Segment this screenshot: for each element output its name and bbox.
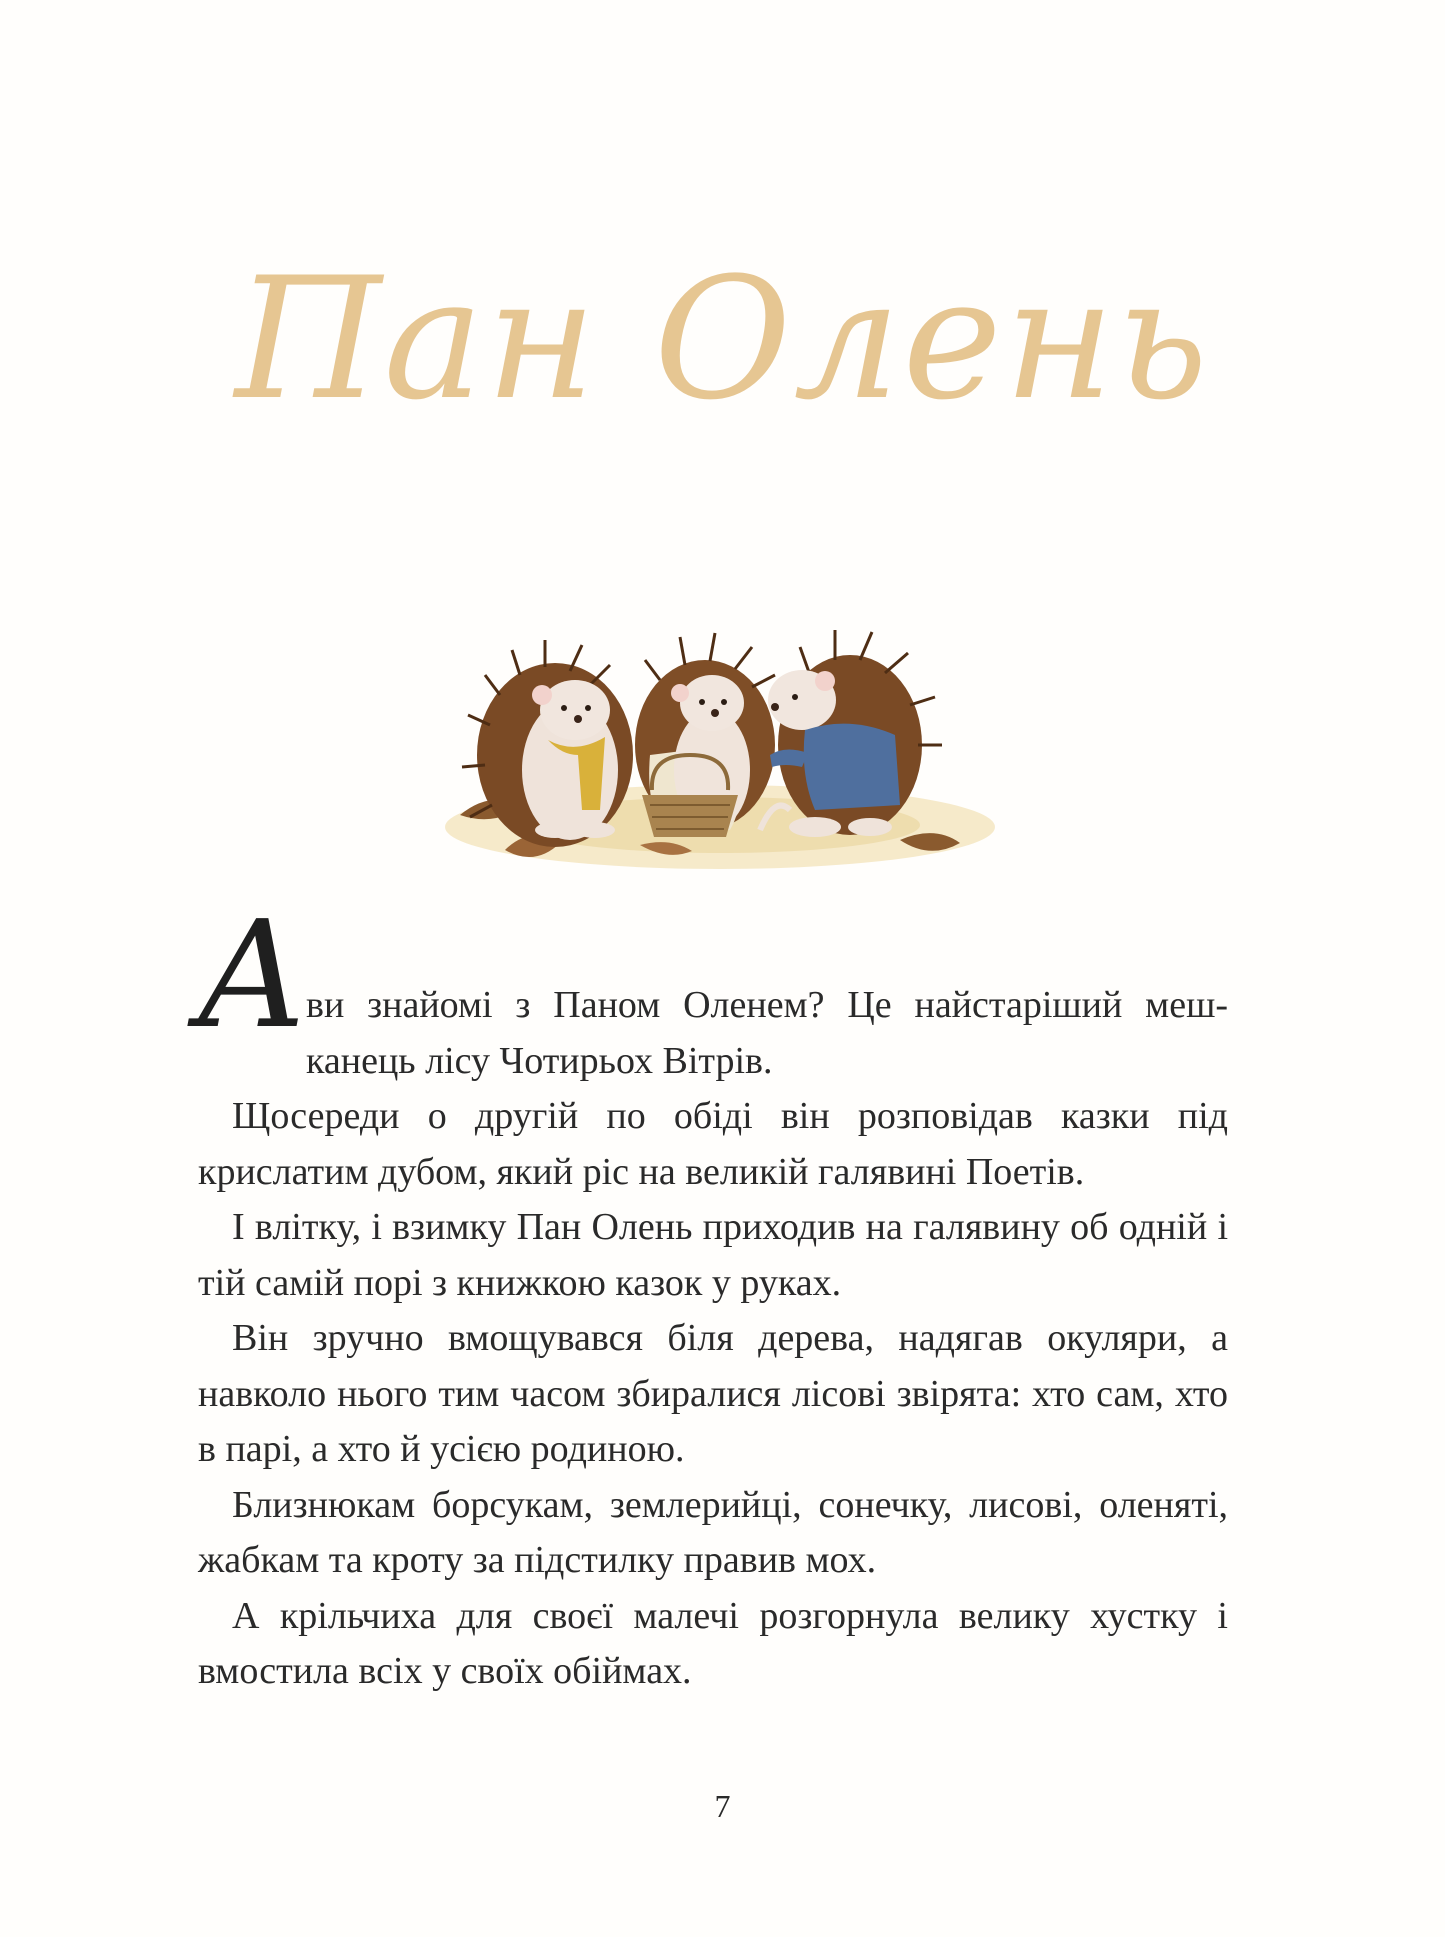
drop-cap: А (196, 889, 309, 1061)
chapter-body-text (198, 978, 1228, 1700)
paragraph-4: Він зручно вмощувався біля дерева, надягав окуляри, а навколо нього тим часом збиралися лісові звірята: хто сам, хто в парі, а хто й усією родиною. (198, 1317, 1228, 1470)
paragraph-2: Щосереди о другій по обіді він розповідав казки під крислатим дубом, який ріс на великій галявині Поетів. (198, 1095, 1228, 1193)
chapter-title: Пан Олень (235, 241, 1210, 437)
page-number: 7 (714, 1788, 731, 1824)
paragraph-6: А крільчиха для своєї малечі розгорнула велику хустку і вмостила всіх у своїх обіймах. (198, 1594, 1228, 1692)
paragraph-5: Близнюкам борсукам, землерийці, сонечку, лисові, оленяті, жабкам та кроту за підстилку правив мох. (198, 1483, 1228, 1581)
paragraph-3: І влітку, і взимку Пан Олень приходив на галявину об одній і тій самій порі з книжкою казок у руках. (198, 1206, 1228, 1304)
paragraph-1: ви знайомі з Паном Оленем? Це найстаріший мешканець лісу Чотирьох Вітрів. (306, 984, 1228, 1082)
hedgehogs-picnic-illustration (430, 605, 1010, 885)
